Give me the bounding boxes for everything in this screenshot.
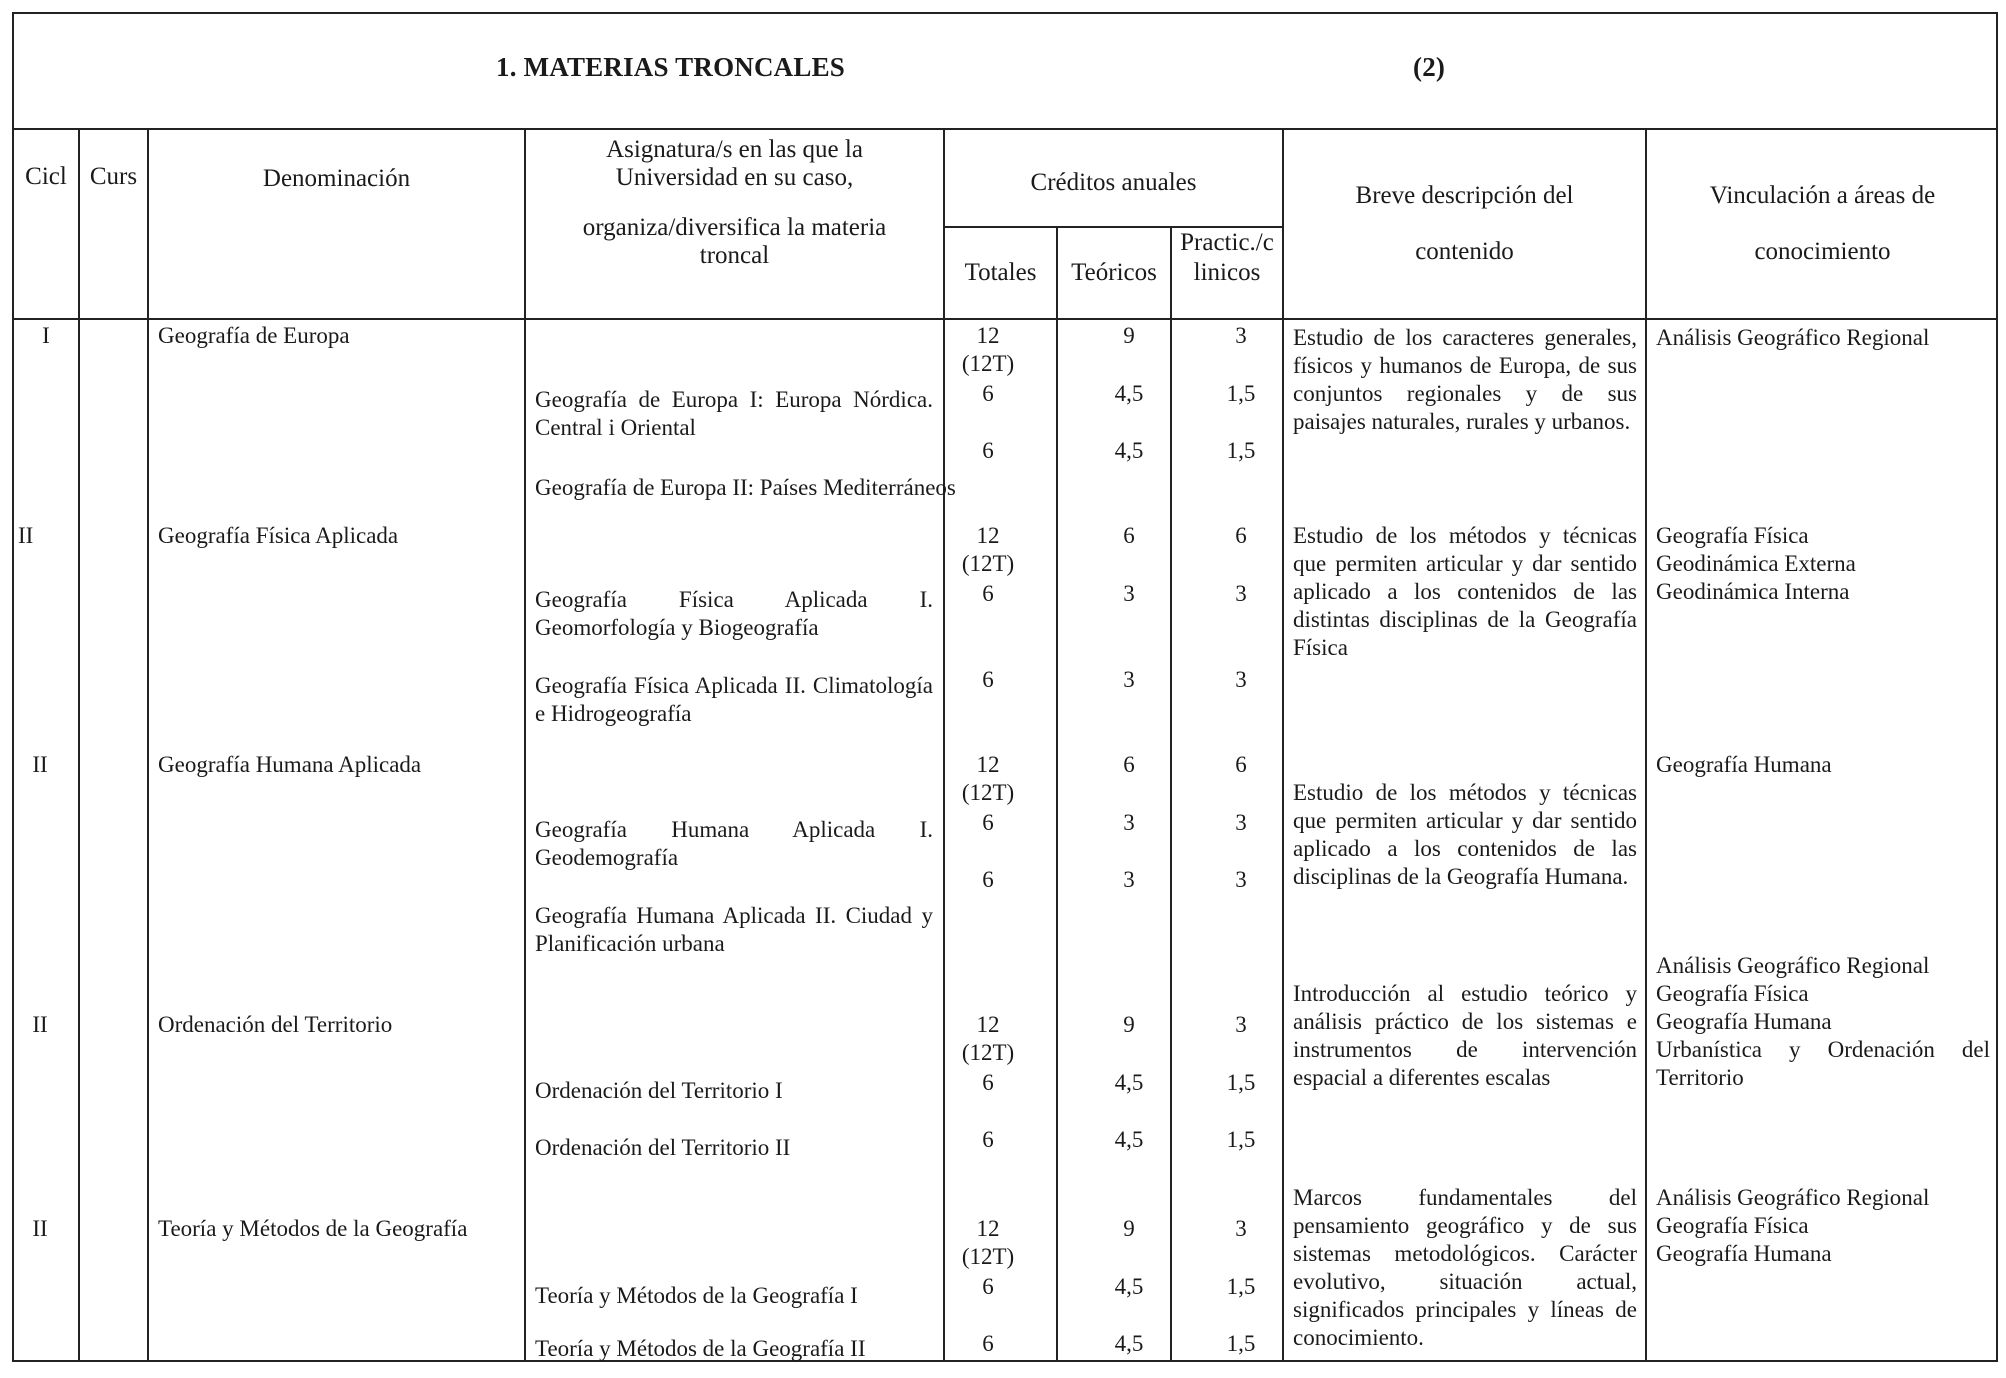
area-item: Análisis Geográfico Regional xyxy=(1656,953,1930,978)
teoricos-cell: 4,5 xyxy=(1114,438,1144,463)
teoricos-cell: 3 xyxy=(1123,581,1135,606)
totales-cell: 6 xyxy=(982,1070,994,1095)
area-item: Análisis Geográfico Regional xyxy=(1656,325,1930,350)
ciclo-cell: II xyxy=(32,1216,48,1241)
asignatura-name: Geografía Física Aplicada II. Climatología e Hidrogeografía xyxy=(535,673,933,726)
header-asignaturas xyxy=(526,136,943,270)
col-divider xyxy=(1170,226,1172,1362)
materia-name: Ordenación del Territorio xyxy=(158,1012,393,1037)
asignatura-name: Geografía Humana Aplicada I. Geodemografía xyxy=(535,817,933,870)
col-divider xyxy=(147,130,149,1362)
areas-cell xyxy=(1656,324,1990,352)
totales-cell: 12 xyxy=(976,752,1000,777)
area-item: Geodinámica Interna xyxy=(1656,579,1850,604)
header-practicos xyxy=(1172,228,1282,288)
descripcion-cell: Marcos fundamentales del pensamiento geográfico y de sus sistemas metodológicos. Carácter evolutivo, situación actual, significados principales y líneas de conocimiento. xyxy=(1293,1185,1637,1350)
totales-type: (12T) xyxy=(961,1040,1015,1065)
totales-cell: 6 xyxy=(982,667,994,692)
totales-cell: 6 xyxy=(982,867,994,892)
descripcion-cell: Estudio de los métodos y técnicas que permiten articular y dar sentido aplicado a los contenidos de las disciplinas de la Geografía Humana. xyxy=(1293,780,1637,889)
teoricos-cell: 4,5 xyxy=(1114,1331,1144,1356)
areas-cell xyxy=(1656,522,1990,606)
area-item: Geografía Humana xyxy=(1656,1009,1832,1034)
teoricos-cell: 3 xyxy=(1123,867,1135,892)
totales-cell: 6 xyxy=(982,438,994,463)
header-descripcion-line: contenido xyxy=(1415,238,1514,265)
totales-type: (12T) xyxy=(961,1244,1015,1269)
asignatura-name: Geografía de Europa I: Europa Nórdica. Central i Oriental xyxy=(535,387,933,440)
totales-type: (12T) xyxy=(961,780,1015,805)
header-vinculacion xyxy=(1647,168,1998,280)
practicos-cell: 3 xyxy=(1235,810,1247,835)
header-curso: Curs xyxy=(89,163,138,190)
area-item: Geografía Física xyxy=(1656,523,1809,548)
area-item: Análisis Geográfico Regional xyxy=(1656,1185,1930,1210)
totales-cell: 12 xyxy=(976,1012,1000,1037)
practicos-cell: 3 xyxy=(1235,667,1247,692)
practicos-cell: 3 xyxy=(1235,1012,1247,1037)
practicos-cell: 1,5 xyxy=(1226,438,1256,463)
header-teoricos: Teóricos xyxy=(1071,259,1157,286)
descripcion-cell: Estudio de los caracteres generales, físicos y humanos de Europa, de sus conjuntos regionales y de sus paisajes naturales, rurales y urbanos. xyxy=(1293,325,1637,434)
practicos-cell: 1,5 xyxy=(1226,1331,1256,1356)
header-descripcion xyxy=(1284,168,1645,280)
materia-name: Geografía de Europa xyxy=(158,323,350,348)
header-practicos-line: Practic./c xyxy=(1180,229,1274,256)
descripcion-cell: Introducción al estudio teórico y análisis práctico de los sistemas e instrumentos de intervención espacial a diferentes escalas xyxy=(1293,981,1637,1090)
practicos-cell: 3 xyxy=(1235,867,1247,892)
area-item: Geografía Física xyxy=(1656,981,1809,1006)
col-divider xyxy=(78,130,80,1362)
area-item: Geografía Física xyxy=(1656,1213,1809,1238)
teoricos-cell: 6 xyxy=(1123,523,1135,548)
totales-cell: 12 xyxy=(976,1216,1000,1241)
materia-name: Geografía Humana Aplicada xyxy=(158,752,422,777)
col-divider xyxy=(943,130,945,1362)
asignatura-name: Geografía Humana Aplicada II. Ciudad y Planificación urbana xyxy=(535,903,933,956)
teoricos-cell: 4,5 xyxy=(1114,1127,1144,1152)
materia-name: Geografía Física Aplicada xyxy=(158,523,399,548)
header-vinculacion-line: Vinculación a áreas de xyxy=(1709,182,1936,209)
totales-cell: 12 xyxy=(976,323,1000,348)
areas-cell xyxy=(1656,1184,1990,1268)
practicos-cell: 3 xyxy=(1235,323,1247,348)
totales-cell: 6 xyxy=(982,1274,994,1299)
practicos-cell: 1,5 xyxy=(1226,1274,1256,1299)
teoricos-cell: 9 xyxy=(1123,323,1135,348)
asignatura-name: Teoría y Métodos de la Geografía II xyxy=(535,1336,866,1361)
ciclo-cell: II xyxy=(32,1012,48,1037)
col-divider xyxy=(524,130,526,1362)
practicos-cell: 3 xyxy=(1235,1216,1247,1241)
title-row xyxy=(12,12,1998,130)
totales-cell: 6 xyxy=(982,381,994,406)
col-divider xyxy=(1056,226,1058,1362)
title-note: (2) xyxy=(1413,52,1446,82)
header-asignaturas-line: Asignatura/s en las que la xyxy=(606,136,863,163)
teoricos-cell: 6 xyxy=(1123,752,1135,777)
header-practicos-line: linicos xyxy=(1193,259,1261,286)
totales-type: (12T) xyxy=(961,551,1015,576)
teoricos-cell: 3 xyxy=(1123,810,1135,835)
header-descripcion-line: Breve descripción del xyxy=(1355,182,1574,209)
totales-cell: 6 xyxy=(982,581,994,606)
descripcion-cell: Estudio de los métodos y técnicas que permiten articular y dar sentido aplicado a los contenidos de las distintas disciplinas de la Geografía Física xyxy=(1293,523,1637,660)
totales-cell: 6 xyxy=(982,810,994,835)
totales-cell: 6 xyxy=(982,1331,994,1356)
totales-type: (12T) xyxy=(961,351,1015,376)
asignatura-name: Ordenación del Territorio I xyxy=(535,1078,783,1103)
header-asignaturas-line: troncal xyxy=(699,242,770,269)
col-divider xyxy=(1645,130,1647,1362)
teoricos-cell: 9 xyxy=(1123,1012,1135,1037)
area-item: Urbanística y Ordenación del Territorio xyxy=(1656,1037,1990,1090)
teoricos-cell: 4,5 xyxy=(1114,381,1144,406)
practicos-cell: 1,5 xyxy=(1226,381,1256,406)
area-item: Geografía Humana xyxy=(1656,1241,1832,1266)
ciclo-cell: II xyxy=(18,523,34,548)
header-denominacion: Denominación xyxy=(262,165,411,192)
practicos-cell: 6 xyxy=(1235,752,1247,777)
area-item: Geografía Humana xyxy=(1656,752,1832,777)
ciclo-cell: I xyxy=(42,323,50,348)
header-asignaturas-line: Universidad en su caso, xyxy=(615,164,854,191)
header-asignaturas-line: organiza/diversifica la materia xyxy=(582,214,887,241)
col-divider xyxy=(1282,130,1284,1362)
header-creditos: Créditos anuales xyxy=(1030,169,1197,196)
practicos-cell: 6 xyxy=(1235,523,1247,548)
header-bottom-line xyxy=(12,318,1998,320)
asignatura-name: Geografía de Europa II: Países Mediterráneos xyxy=(535,475,956,500)
area-item: Geodinámica Externa xyxy=(1656,551,1856,576)
areas-cell xyxy=(1656,952,1990,1092)
ciclo-cell: II xyxy=(32,752,48,777)
asignatura-name: Ordenación del Territorio II xyxy=(535,1135,791,1160)
totales-cell: 6 xyxy=(982,1127,994,1152)
asignatura-name: Geografía Física Aplicada I. Geomorfología y Biogeografía xyxy=(535,587,933,640)
header-vinculacion-line: conocimiento xyxy=(1754,238,1891,265)
practicos-cell: 1,5 xyxy=(1226,1070,1256,1095)
header-totales: Totales xyxy=(964,259,1037,286)
materia-name: Teoría y Métodos de la Geografía xyxy=(158,1216,468,1241)
teoricos-cell: 4,5 xyxy=(1114,1274,1144,1299)
header-ciclo: Cicl xyxy=(25,163,67,190)
totales-cell: 12 xyxy=(976,523,1000,548)
page-title: 1. MATERIAS TRONCALES xyxy=(496,52,846,82)
asignatura-name: Teoría y Métodos de la Geografía I xyxy=(535,1283,858,1308)
teoricos-cell: 9 xyxy=(1123,1216,1135,1241)
teoricos-cell: 3 xyxy=(1123,667,1135,692)
teoricos-cell: 4,5 xyxy=(1114,1070,1144,1095)
practicos-cell: 3 xyxy=(1235,581,1247,606)
practicos-cell: 1,5 xyxy=(1226,1127,1256,1152)
areas-cell xyxy=(1656,751,1990,779)
